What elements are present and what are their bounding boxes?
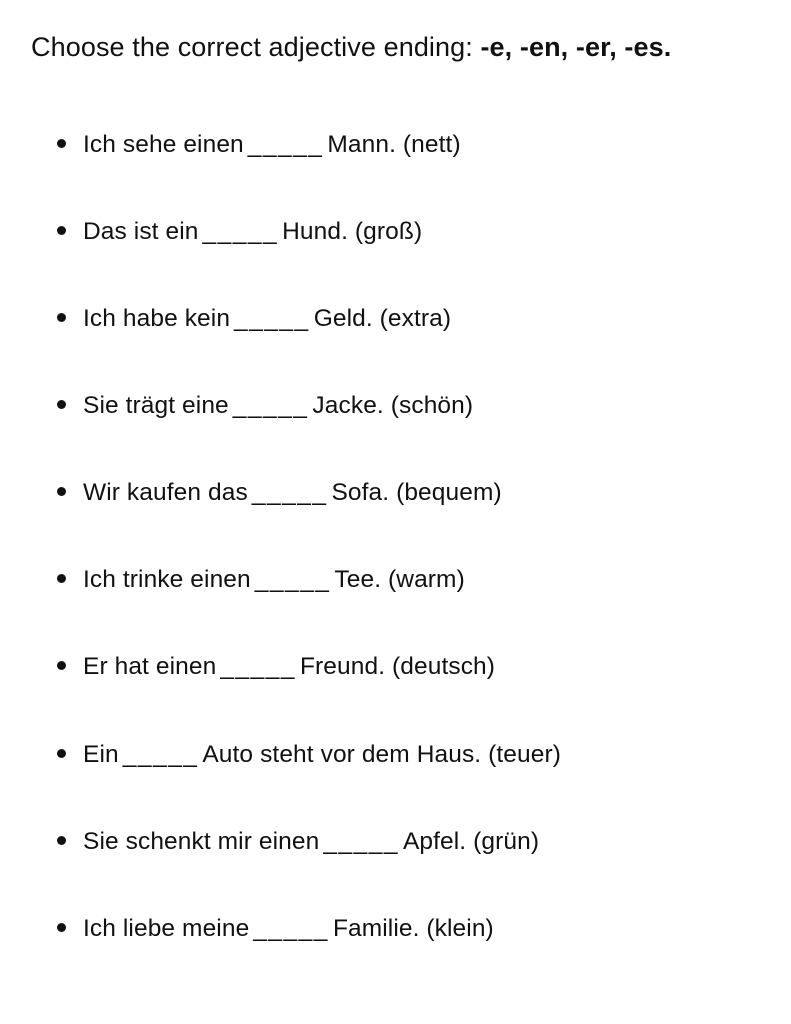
item-text-before: Sie trägt eine xyxy=(83,392,229,419)
list-item xyxy=(57,128,461,162)
item-text-after: Hund. (groß) xyxy=(282,218,423,245)
answer-blank: _____ xyxy=(232,392,309,419)
bullet-icon xyxy=(57,139,66,148)
instruction-text xyxy=(31,29,671,65)
answer-blank: _____ xyxy=(202,218,279,245)
list-item xyxy=(57,912,494,946)
bullet-icon xyxy=(57,836,66,845)
bullet-icon xyxy=(57,400,66,409)
item-text-before: Er hat einen xyxy=(83,653,217,680)
item-text-after: Auto steht vor dem Haus. (teuer) xyxy=(202,741,561,768)
bullet-icon xyxy=(57,749,66,758)
item-text-after: Jacke. (schön) xyxy=(312,392,474,419)
item-text-after: Sofa. (bequem) xyxy=(331,479,502,506)
item-text-after: Geld. (extra) xyxy=(313,305,452,332)
item-text-before: Wir kaufen das xyxy=(83,479,248,506)
instruction-prefix: Choose the correct adjective ending: xyxy=(31,32,481,62)
bullet-icon xyxy=(57,226,66,235)
answer-blank: _____ xyxy=(323,828,399,855)
answer-blank: _____ xyxy=(251,479,328,506)
answer-blank: _____ xyxy=(247,131,324,158)
item-text-before: Ich sehe einen xyxy=(83,131,244,158)
item-text-after: Tee. (warm) xyxy=(334,566,465,593)
bullet-icon xyxy=(57,313,66,322)
item-text-before: Ein xyxy=(83,741,119,768)
bullet-icon xyxy=(57,487,66,496)
bullet-icon xyxy=(57,574,66,583)
list-item xyxy=(57,215,422,249)
item-text-after: Freund. (deutsch) xyxy=(299,653,496,680)
bullet-icon xyxy=(57,923,66,932)
item-text-after: Familie. (klein) xyxy=(332,915,494,942)
item-text-before: Ich habe kein xyxy=(83,305,231,332)
list-item xyxy=(57,738,561,772)
item-text-after: Apfel. (grün) xyxy=(402,828,540,855)
item-text-before: Sie schenkt mir einen xyxy=(83,828,320,855)
answer-blank: _____ xyxy=(220,653,296,680)
item-text-before: Ich liebe meine xyxy=(83,915,250,942)
answer-blank: _____ xyxy=(234,305,310,332)
list-item xyxy=(57,825,539,859)
answer-blank: _____ xyxy=(253,915,329,942)
list-item xyxy=(57,563,465,597)
item-text-before: Das ist ein xyxy=(83,218,199,245)
item-text-before: Ich trinke einen xyxy=(83,566,251,593)
instruction-endings: -e, -en, -er, -es. xyxy=(480,32,672,62)
list-item xyxy=(57,476,502,510)
list-item xyxy=(57,650,495,684)
answer-blank: _____ xyxy=(122,741,199,768)
bullet-icon xyxy=(57,661,66,670)
answer-blank: _____ xyxy=(254,566,331,593)
item-text-after: Mann. (nett) xyxy=(327,131,461,158)
list-item xyxy=(57,302,451,336)
list-item xyxy=(57,389,473,423)
